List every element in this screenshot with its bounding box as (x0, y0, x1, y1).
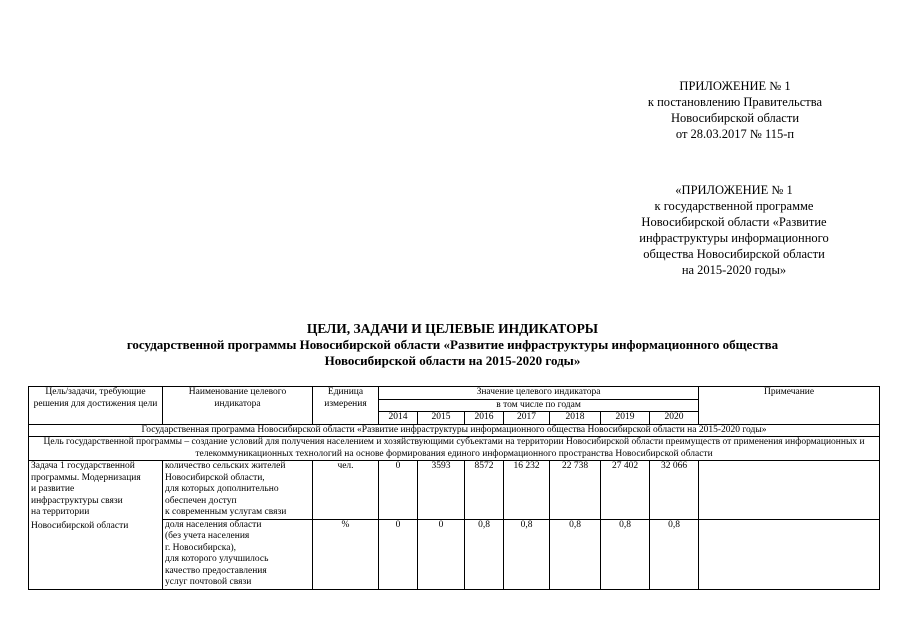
value-cell: 0,8 (465, 519, 504, 589)
value-cell: 27 402 (601, 461, 650, 520)
indicator-line: к современным услугам связи (165, 507, 287, 517)
appendix-line: на 2015-2020 годы» (681, 263, 787, 277)
value-cell: 0 (379, 519, 418, 589)
header-year: 2017 (504, 412, 550, 425)
header-note: Примечание (699, 387, 880, 425)
header-indicator-name: Наименование целевого индикатора (163, 387, 313, 425)
appendix-line: к государственной программе (654, 199, 814, 213)
header-unit: Единица измерения (313, 387, 379, 425)
header-year: 2014 (379, 412, 418, 425)
appendix-line: инфраструктуры информационного (639, 231, 829, 245)
indicator-line: обеспечен доступ (165, 495, 237, 506)
document-title (40, 321, 865, 369)
indicators-table (28, 386, 880, 590)
unit-cell: чел. (313, 461, 379, 520)
indicator-line: (без учета населения (165, 531, 250, 541)
value-cell: 3593 (418, 461, 465, 520)
program-appendix-header (600, 182, 868, 278)
value-cell: 8572 (465, 461, 504, 520)
indicator-line: Новосибирской области, (165, 472, 265, 483)
value-cell: 16 232 (504, 461, 550, 520)
goal-row: Цель государственной программы – создание условий для получения населением и хозяйствующими субъектами на территории Новосибирской области преимуществ от применения информационных и телекоммуникационных технологий на основе формирования единого информационного пространства Новосибирской области (29, 437, 880, 461)
title-line: Новосибирской области на 2015-2020 годы» (324, 353, 581, 368)
header-year: 2020 (650, 412, 699, 425)
value-cell: 0,8 (601, 519, 650, 589)
header-year: 2015 (418, 412, 465, 425)
value-cell: 0 (418, 519, 465, 589)
indicator-line: услуг почтовой связи (165, 577, 252, 587)
header-year: 2016 (465, 412, 504, 425)
appendix-line: Новосибирской области (670, 111, 800, 125)
indicator-line: для которого улучшилось (165, 554, 269, 564)
task-cell (29, 461, 163, 590)
appendix-line: общества Новосибирской области (643, 247, 825, 261)
value-cell: 0,8 (504, 519, 550, 589)
appendix-line: от 28.03.2017 № 115-п (675, 127, 795, 141)
indicator-line: г. Новосибирска), (165, 542, 237, 553)
header-year: 2019 (601, 412, 650, 425)
indicator-name (163, 519, 313, 589)
appendix-header (620, 78, 850, 142)
task-line: программы. Модернизация (31, 472, 141, 483)
indicator-line: количество сельских жителей (165, 461, 286, 471)
title-line: ЦЕЛИ, ЗАДАЧИ И ЦЕЛЕВЫЕ ИНДИКАТОРЫ (306, 321, 599, 336)
title-line: государственной программы Новосибирской области «Развитие инфраструктуры информационного общества (126, 337, 779, 352)
value-cell: 0,8 (550, 519, 601, 589)
appendix-line: к постановлению Правительства (647, 95, 823, 109)
value-cell: 0,8 (650, 519, 699, 589)
program-row: Государственная программа Новосибирской области «Развитие инфраструктуры информационного общества Новосибирской области на 2015-2020 годы» (29, 424, 880, 437)
header-indicator-value: Значение целевого индикатора (379, 387, 699, 400)
task-line: Новосибирской области (31, 520, 129, 531)
value-cell: 22 738 (550, 461, 601, 520)
header-year: 2018 (550, 412, 601, 425)
appendix-line: «ПРИЛОЖЕНИЕ № 1 (675, 183, 793, 197)
note-cell (699, 461, 880, 520)
unit-cell: % (313, 519, 379, 589)
value-cell: 32 066 (650, 461, 699, 520)
value-cell: 0 (379, 461, 418, 520)
header-goal-tasks: Цель/задачи, требующие решения для достижения цели (29, 387, 163, 425)
indicator-line: доля населения области (165, 519, 262, 530)
appendix-line: ПРИЛОЖЕНИЕ № 1 (679, 79, 791, 93)
indicator-line: качество предоставления (165, 565, 267, 576)
note-cell (699, 519, 880, 589)
task-line: инфраструктуры связи (31, 495, 123, 506)
appendix-line: Новосибирской области «Развитие (641, 215, 827, 229)
indicator-name (163, 461, 313, 520)
header-by-years: в том числе по годам (379, 399, 699, 412)
task-line: Задача 1 государственной (31, 461, 135, 471)
task-line: и развитие (31, 484, 75, 494)
indicator-line: для которых дополнительно (165, 484, 279, 494)
task-line: на территории (31, 507, 90, 517)
